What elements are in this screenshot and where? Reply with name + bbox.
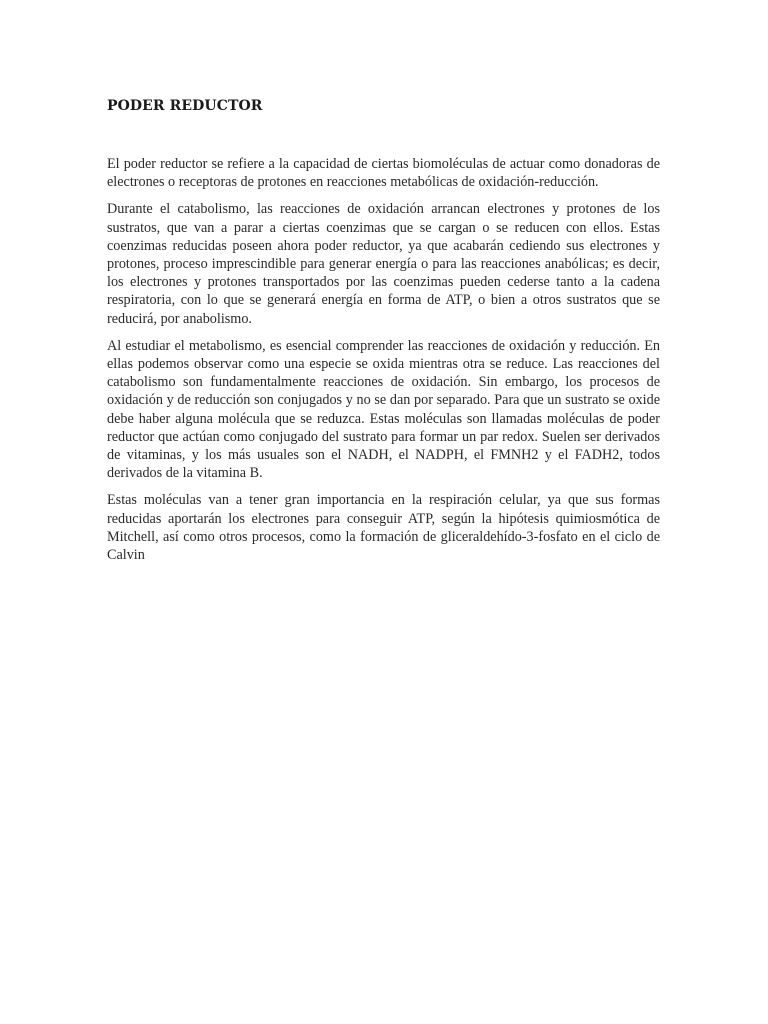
paragraph-respiration: Estas moléculas van a tener gran importancia en la respiración celular, ya que sus formas reducidas aportarán los electrones para conseguir ATP, según la hipótesis quimiosmótica de Mitchell, así como otros procesos, como la formación de gliceraldehído-3-fosfato en el ciclo de Calvin <box>107 492 660 564</box>
paragraph-redox: Al estudiar el metabolismo, es esencial comprender las reacciones de oxidación y reducción. En ellas podemos observar como una especie se oxida mientras otra se reduce. Las reacciones del catabolismo son fundamentalmente reacciones de oxidación. Sin embargo, los procesos de oxidación y de reducción son conjugados y no se dan por separado. Para que un sustrato se oxide debe haber alguna molécula que se reduzca. Estas moléculas son llamadas moléculas de poder reductor que actúan como conjugado del sustrato para formar un par redox. Suelen ser derivados de vitaminas, y los más usuales son el NADH, el NADPH, el FMNH2 y el FADH2, todos derivados de la vitamina B. <box>107 337 660 482</box>
document-page <box>107 98 660 573</box>
document-title: PODER REDUCTOR <box>107 98 263 114</box>
paragraph-catabolism: Durante el catabolismo, las reacciones de oxidación arrancan electrones y protones de los sustratos, que van a parar a ciertas coenzimas que se cargan o se reducen con ellos. Estas coenzimas reducidas poseen ahora poder reductor, ya que acabarán cediendo sus electrones y protones, proceso imprescindible para generar energía o para las reacciones anabólicas; es decir, los electrones y protones transportados por las coenzimas pueden cederse tanto a la cadena respiratoria, con lo que se generará energía en forma de ATP, o bien a otros sustratos que se reducirá, por anabolismo. <box>107 201 660 327</box>
paragraph-definition: El poder reductor se refiere a la capacidad de ciertas biomoléculas de actuar como donadoras de electrones o receptoras de protones en reacciones metabólicas de oxidación-reducción. <box>107 156 660 191</box>
